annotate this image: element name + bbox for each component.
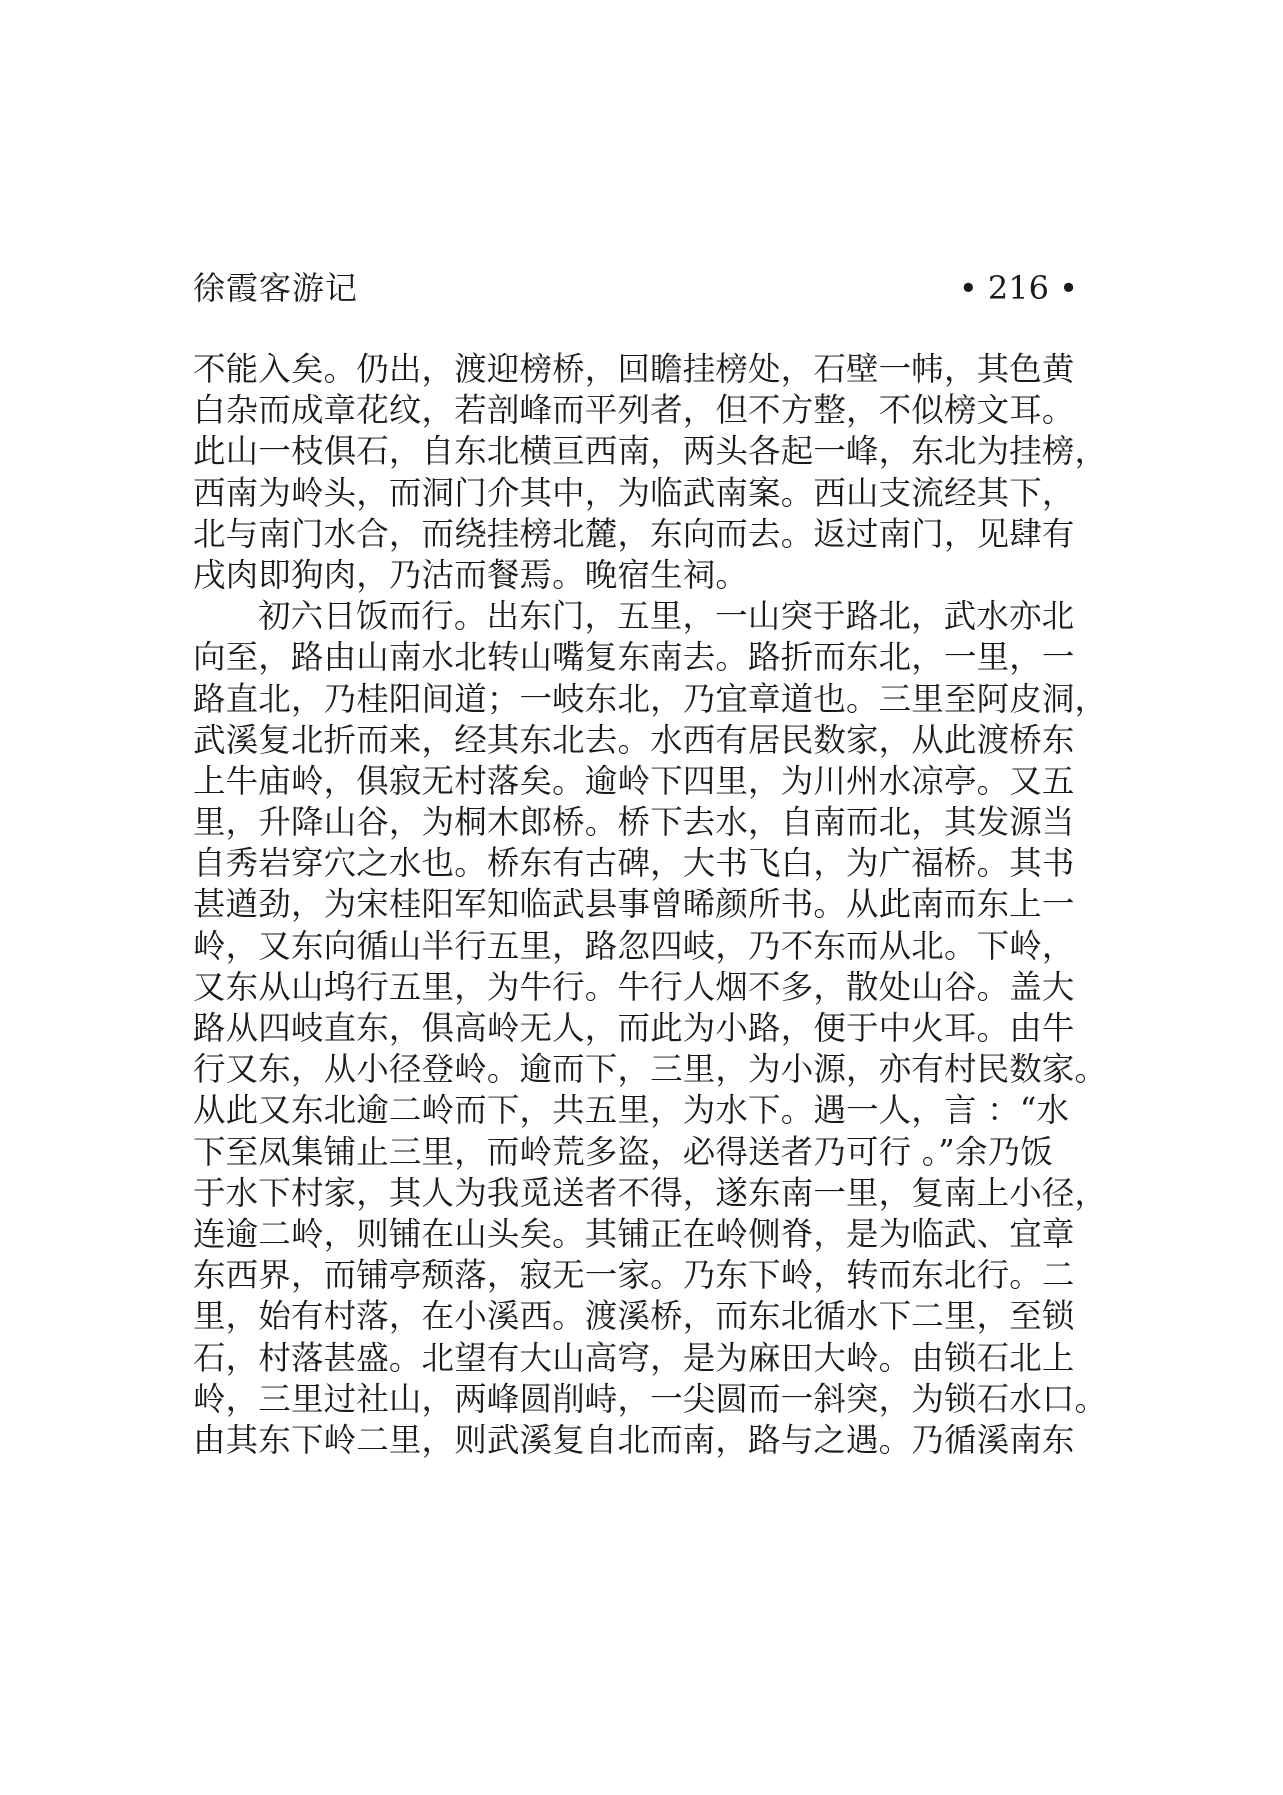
text-line: 北与南门水合，而绕挂榜北麓，东向而去。返过南门，见肆有 — [193, 514, 1075, 553]
text-line: 由其东下岭二里，则武溪复自北而南，路与之遇。乃循溪南东 — [193, 1420, 1075, 1459]
page-header — [193, 263, 1078, 313]
page-number: • 216 • — [958, 269, 1078, 307]
paragraph-start-line: 初六日饭而行。出东门，五里，一山突于路北，武水亦北 — [258, 597, 1075, 636]
text-line: 又东从山坞行五里，为牛行。牛行人烟不多，散处山谷。盖大 — [193, 967, 1075, 1006]
text-line: 东西界，而铺亭颓落，寂无一家。乃东下岭，转而东北行。二 — [193, 1256, 1075, 1295]
text-line: 于水下村家，其人为我觅送者不得，遂东南一里，复南上小径， — [193, 1173, 1108, 1212]
text-line: 连逾二岭，则铺在山头矣。其铺正在岭侧脊，是为临武、宜章 — [193, 1214, 1075, 1253]
text-line: 岭，又东向循山半行五里，路忽四岐，乃不东而从北。下岭， — [193, 926, 1075, 965]
text-line: 下至凤集铺止三里，而岭荒多盗，必得送者乃可行 。”余乃饭 — [193, 1132, 1053, 1171]
text-line: 戌肉即狗肉，乃沽而餐焉。晚宿生祠。 — [193, 555, 749, 594]
text-line: 上牛庙岭，俱寂无村落矣。逾岭下四里，为川州水凉亭。又五 — [193, 761, 1075, 800]
text-line: 行又东，从小径登岭。逾而下，三里，为小源，亦有村民数家。 — [193, 1050, 1108, 1089]
text-line: 自秀岩穿穴之水也。桥东有古碑，大书飞白，为广福桥。其书 — [193, 844, 1075, 883]
text-line: 不能入矣。仍出，渡迎榜桥，回瞻挂榜处，石壁一帏，其色黄 — [193, 350, 1075, 388]
text-line: 西南为岭头，而洞门介其中，为临武南案。西山支流经其下， — [193, 473, 1075, 512]
text-line: 从此又东北逾二岭而下，共五里，为水下。遇一人，言 ：“水 — [193, 1091, 1070, 1130]
text-line: 白杂而成章花纹，若剖峰而平列者，但不方整，不似榜文耳。 — [193, 391, 1075, 430]
text-line: 里，升降山谷，为桐木郎桥。桥下去水，自南而北，其发源当 — [193, 803, 1075, 842]
text-line: 向至，路由山南水北转山嘴复东南去。路折而东北，一里，一 — [193, 638, 1075, 677]
body-text — [193, 349, 1108, 1461]
text-line: 路从四岐直东，俱高岭无人，而此为小路，便于中火耳。由牛 — [193, 1009, 1075, 1047]
text-line: 甚遒劲，为宋桂阳军知临武县事曾晞颜所书。从此南而东上一 — [193, 885, 1075, 924]
text-line: 路直北，乃桂阳间道；一岐东北，乃宜章道也。三里至阿皮洞， — [193, 679, 1108, 718]
text-line: 石，村落甚盛。北望有大山高穹，是为麻田大岭。由锁石北上 — [193, 1338, 1075, 1377]
text-line: 岭，三里过社山，两峰圆削峙，一尖圆而一斜突，为锁石水口。 — [193, 1379, 1108, 1418]
book-title: 徐霞客游记 — [193, 269, 359, 307]
text-line: 里，始有村落，在小溪西。渡溪桥，而东北循水下二里，至锁 — [193, 1297, 1075, 1336]
text-line: 武溪复北折而来，经其东北去。水西有居民数家，从此渡桥东 — [193, 720, 1075, 759]
text-line: 此山一枝俱石，自东北横亘西南，两头各起一峰，东北为挂榜， — [193, 432, 1108, 471]
